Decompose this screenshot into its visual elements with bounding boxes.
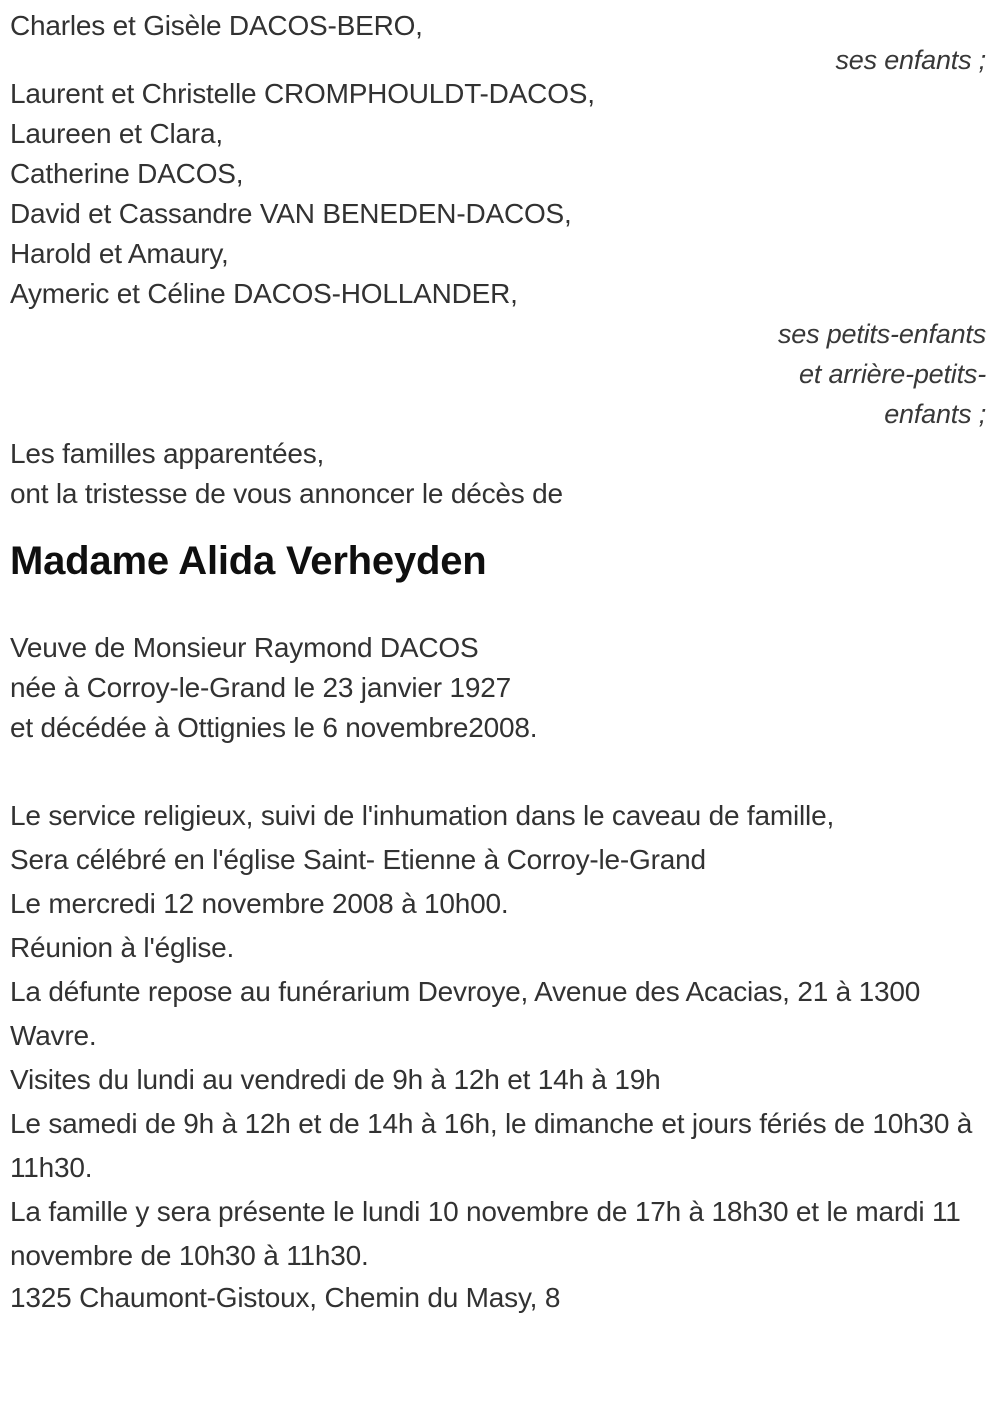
mourner-line: Harold et Amaury,: [10, 238, 229, 269]
ceremony-paragraph: Sera célébré en l'église Saint- Etienne à Corroy-le-Grand: [10, 844, 706, 875]
bio-line: née à Corroy-le-Grand le 23 janvier 1927: [10, 672, 511, 703]
mourner-line: Laurent et Christelle CROMPHOULDT-DACOS,: [10, 78, 595, 109]
relation-label-line: ses petits-enfants: [777, 319, 986, 349]
bio-line: Veuve de Monsieur Raymond DACOS: [10, 632, 479, 663]
ceremony-paragraph: Réunion à l'église.: [10, 932, 235, 963]
ceremony-paragraph: Le service religieux, suivi de l'inhumation dans le caveau de famille,: [10, 800, 835, 831]
biography-block: [10, 628, 986, 748]
address-line: 1325 Chaumont-Gistoux, Chemin du Masy, 8: [10, 1282, 561, 1313]
mourner-line: Laureen et Clara,: [10, 118, 223, 149]
relation-label-line: et arrière-petits-: [799, 359, 986, 389]
mourner-line: David et Cassandre VAN BENEDEN-DACOS,: [10, 198, 572, 229]
mourner-line: Aymeric et Céline DACOS-HOLLANDER,: [10, 278, 518, 309]
ceremony-paragraph: Visites du lundi au vendredi de 9h à 12h et 14h à 19h: [10, 1064, 661, 1095]
children-relation-label: ses enfants ;: [835, 45, 986, 75]
ceremony-paragraph: La défunte repose au funérarium Devroye, Avenue des Acacias, 21 à 1300 Wavre.: [10, 976, 921, 1051]
related-families-line: Les familles apparentées,: [10, 438, 325, 469]
relation-label-line: enfants ;: [884, 399, 986, 429]
ceremony-block: [10, 794, 986, 1278]
announcement-line: ont la tristesse de vous annoncer le décès de: [10, 478, 563, 509]
grandchildren-names-block: [10, 74, 986, 314]
mourner-line: Catherine DACOS,: [10, 158, 244, 189]
ceremony-paragraph: Le samedi de 9h à 12h et de 14h à 16h, le dimanche et jours fériés de 10h30 à 11h30.: [10, 1108, 973, 1183]
ceremony-paragraph: Le mercredi 12 novembre 2008 à 10h00.: [10, 888, 509, 919]
deceased-name-heading: Madame Alida Verheyden: [10, 539, 487, 583]
grandchildren-relation-label: [10, 314, 986, 434]
mourner-line-children: Charles et Gisèle DACOS-BERO,: [10, 10, 423, 41]
ceremony-paragraph: La famille y sera présente le lundi 10 novembre de 17h à 18h30 et le mardi 11 novembre de 10h30 à 11h30.: [10, 1196, 961, 1271]
bio-line: et décédée à Ottignies le 6 novembre2008.: [10, 712, 538, 743]
